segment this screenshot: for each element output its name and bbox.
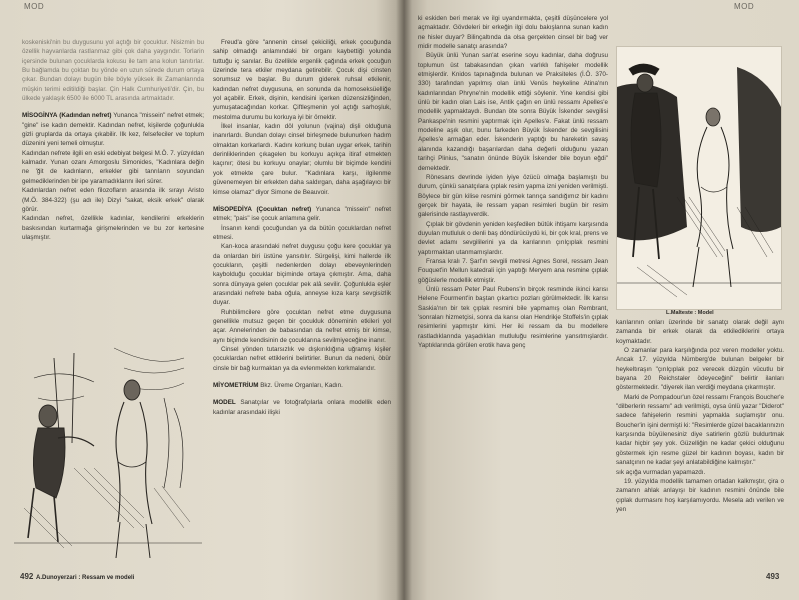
- paragraph: Kadından nefrete ilgili en eski edebiyat belgesi M.Ö. 7. yüzyıldan kalmadır. Yunan ozanı Amorgoslu Simonides, "Kadınlara değin ne 'ğit de kadınların, erkekler gibi tanrıların soyundan gelmediklerinden bir ipe yaramadıklarını ileri sürer.: [22, 149, 204, 185]
- paragraph: sık açığa vurmadan yapamazdı.: [616, 468, 706, 476]
- illustration-painter-and-model: [14, 338, 202, 566]
- sketch-drawing: [14, 338, 202, 566]
- entry-gloss: (Kadından nefret): [59, 112, 112, 120]
- paragraph: O zamanlar para karşılığında poz veren modeller yoktu. Ancak 17. yüzyılda Nürnberg'de bulunan belgeler bir heykeltıraşın "çırılçıplak poz verecek düzgün vücutlu bir bayana 20 Reichstaler ödeyeceğini" belirtir ilanları göstermektedir. "diyerek ilan verdiği meydana çıkarmıştır.: [616, 347, 784, 392]
- entry-term: MİSOPEDİYA: [213, 205, 252, 213]
- paragraph: Fransa kralı 7. Şarl'ın sevgili metresi Agnes Sorel, ressam Jean Fouquet'in Mellun katedrali için yaptığı Meryem ana resmine çıplak göğüslerle modellik etmiştir.: [418, 257, 608, 284]
- paragraph: Freud'a göre "annenin cinsel çekiciliği, erkek çocuğunda sahip olmadığı anlamındaki bir organı kaybettiği yolunda tuttuğu iç sanılar. Bu özellikle ergenlik çağında erkek çocuğun üzerinde tera etkiler meydana getirebilir. Çocuk dişi cinsten sorumsuz ve başlar. Bu durum giderek ruhsal etkilenir, kadından nefret duygusuna, en sonunda da homoseksüelliğe yol açabilir. Erkek, dişinin, kendisini içerken düzensizliğinden, yumuşatacağından korkar. Çiftleşmenin yol açtığı sarhoşluk, mestolma durumu bu korkuya iyi bir örnektir.: [213, 39, 391, 121]
- paragraph: Kadınlardan nefret eden filozofların arasında ilk sırayı Aristo (M.Ö. 384-322) (şu adı ile) Dizyi "sakat, eksik erkek" olarak görür.: [22, 187, 204, 213]
- right-page: [404, 0, 799, 600]
- right-running-head: MOD: [734, 2, 755, 11]
- figure-caption: L.Malteste : Model: [666, 310, 714, 316]
- left-page-column-2: [213, 38, 391, 558]
- paragraph: Marki de Pompadour'un özel ressamı François Boucher'e "dilberlerin ressamı" adı verilmişti, oysa ünlü yazar "Diderot" sadece fahişelerin resmini yapmakla suçlamıştır onu. Boucher'in işini dermişti ki: "Resimlerde güzel bacaklarınızın karşısında büyülenesiniz diye satirlerin gözlü buldurtmak kadar hiçbir şey yok. Güzelliğin ne kadar çekici olduğunu göstermek için resme güzel bir kadının boyası, kadın bir sanatçının ne kadar şeyi anlatabildiğine kalmıştır.": [616, 393, 784, 467]
- entry-text: Bkz. Üreme Organları, Kadın.: [260, 382, 343, 390]
- paragraph: 19. yüzyılda modellik tamamen ortadan kalkmıştır, çira o zamanın ahlak anlayışı bir kadının resmini önünde bile çıplak durmasını hoş karşılamıyordu. Mesela adı verilen ve yen: [616, 477, 784, 513]
- left-page-number: 492: [20, 572, 34, 581]
- entry-term: MODEL: [213, 399, 236, 407]
- paragraph: Karı-koca arasındaki nefret duygusu çoğu kere çocuklar ya da onlardan biri üstüne yansıtılır. Sürgelişi, kimi hallerde ilk çocukların, çeşitli nedenlerden dolayı ebeveynlerinden kaybolduğu çocuklar biçiminde ortaya çıkmıştır. Ama, daha sonra dünyaya gelen çocuklar pek alâ sevilir. Çoğunlukla eşler arasındaki nefrete baba oğula, anneyse kıza karşı sevgisizlik duyar.: [213, 243, 391, 307]
- entry-term: MİYOMETRİUM: [213, 382, 259, 390]
- entry-miyometrium: [213, 381, 391, 390]
- entry-misoginya: [22, 111, 204, 148]
- entry-misopediya: [213, 205, 391, 224]
- right-page-number: 493: [766, 572, 780, 581]
- paragraph: Rönesans devrinde iyiden iyiye özücü olmağa başlamıştı bu durum, çünkü sanatçılara çıplak resim yapma izni yeniden verilmişti. Böylece bir gün kilise resmini görmek tanrıça sandığımız bir kadını gerçek bir hayata, ile ressam yapan resimleri bugün bir resim galerisinde rastlayıverdik.: [418, 173, 608, 219]
- entry-text: Sanatçılar ve fotoğrafçılarla onlara modellik eden kadınlar arasındaki ilişki: [213, 399, 391, 416]
- paragraph: ki eskiden beri merak ve ilgi uyandırmakta, çeşitli düşüncelere yol açmaktadır. Gövdeleri bir erkeğin ilgi dolu bakışlarına sunan kadın ne hisler duyar? Bilinçaltında da olsa gerçekten cinsel bir bağ ver midir modelle sanatçı arasında?: [418, 15, 608, 51]
- paragraph: Ruhbilimcilere göre çocuktan nefret etme duygusuna genellikle mutsuz geçen bir çocukluk döneminin etkileri yol açar. Annelerinden de babasından da nefret etmiş bir kimse, aynı biçimde kendisinin de çocuklarına sevilmiyeceğine inanır.: [213, 308, 391, 344]
- figure-caption: A.Dunoyerzari : Ressam ve modeli: [36, 575, 135, 581]
- entry-text: Yunanca "missein" nefret etmek; "gine" ise kadın demektir. Kadından nefret, kişilerde çoğunlukla gizli gruplarda da ortaya çıkabilir. Ilk kez, felsefeciler ve toplum düzenini yeni temeli olmuştur.: [22, 112, 204, 148]
- sketch-drawing: [617, 47, 781, 309]
- paragraph: İnsanın kendi çocuğundan ya da bütün çocuklardan nefret etmesi.: [213, 224, 391, 241]
- paragraph: İlkel insanlar, kadın döl yolunun (vajina) dişli olduğuna inanırlardı. Bundan dolayı cinsel birleşmede bulunurken hadım olmaktan korkarlardı. Kadını korkunç bulan uygar erkek, tarihin derinliklerinden çıkagelen bu korkuyu açıkça itiraf etmekten kaçınır; ötesi bu korkuyu onaylar; olumlu bir biçimde kendini yok etmekte çare bulur. "Kadınlara karşı, ilgilenme güvenemeyen bir erkekten daha saldırgan, daha aşağılayıcı bir kimse olamaz" diyor Simone de Beauvoir.: [213, 123, 391, 196]
- entry-model: [213, 398, 391, 417]
- paragraph: Cinsel yönden tutarsızlık ve dışkırıklığına uğramış kişiler çocuklardan nefret ettiklerini belirtirler. Bunun da nedeni, öbür cinsle bir bağ kurmaktan ya da evlenmekten korkmalarıdır.: [213, 346, 391, 372]
- illustration-model: [616, 46, 782, 310]
- left-running-head: MOD: [24, 2, 45, 11]
- paragraph: Çıplak bir gövdenin yeniden keşfedilen bütük ihtişamı karşısında duyulan mutluluk o denli baş döndürücüydü ki, bir çok kral, prens ve devlet adamı sevgililerini ya da karılarının çırılçıplak resmini yaptırmaktan utanmamışlardır.: [418, 220, 608, 256]
- paragraph: karılarının onları üzerinde bir sanatçı olarak değil aynı zamanda bir erkek olarak da etkilediklerini ortaya koymaktadır.: [616, 319, 784, 345]
- right-page-column-2: [616, 318, 784, 568]
- entry-term: MİSOGİNYA: [22, 112, 58, 120]
- left-page-column-1: [22, 38, 204, 368]
- paragraph: Ünlü ressam Peter Paul Rubens'in birçok resminde ikinci karısı Helene Fourment'in baştan çıkartıcı pozları görülmektedir. İlk karısı Saskia'nın bir tek çıplak resmini bile yapmamış olan Rembrant, 'sonraları hizmetçisi, sonra da karısı olan Hendrikje Stoffels'in çıplak resimlerini yapmıştır kimi. Her iki ressam da bu modellere rastladıklarında yaşadıkları mutluluğu resimlerine yansıtmışlardır. Yaptıklarında görülen erotik hava genç: [418, 285, 608, 350]
- book-gutter: [396, 0, 412, 600]
- right-page-column-1: [418, 14, 608, 562]
- entry-text: Yunanca "missein" nefret etmek; "pais" ise çocuk anlamına gelir.: [213, 205, 391, 223]
- entry-gloss: (Çocuktan nefret): [256, 205, 312, 213]
- paragraph: Büyük ünlü Yunan san'at eserine soyu kadınlar, daha doğrusu toplumun üst tabakasından çıkan varlıklı fahişeler modellik etmişlerdir. Knidos tapınağında bulunan ve Praksiteles (İ.Ö. 370-330) tarafından yapılmış olan ünlü Venüs heykeline Atina'nın kadınlarından Phryne'nin modellik ettiği söylenir. Yine kendisi gibi ünlü bir kadın olan Lais ise, Antik çağın en ünlü ressamı Apelles'e modellik yapmaktaydı. Bundan öte sonra Büyük İskender sevgilisi Pankaspe'nin resmini yaptırmak için Apelles'e. Fakat ünlü ressam modeline aşık olur, bunu farkeden Büyük İskender de sevgilisini Apelles'e armağan eder. İskenderin yaptığı bu hareketin savaş alanında kazandığı başarılardan daha değerli olduğunu yazan tarihçi Plinius, "sanatın önünde Büyük İskender bile boyun eğdi" demektedir.: [418, 52, 608, 172]
- paragraph: Kadından nefret, özellikle kadınlar, kendilerini erkeklerin baskısından kurtarmağa girişmelerinden ve bu zor kertesine ulaşmıştır.: [22, 215, 204, 241]
- intro-paragraph: koskeniski'nin bu duygusunu yol açtığı bir çocuktur. Nisizmin bu özellik hayvanlarda rastlanmaz gibi çok daha yaygındır. Torlarin içersinde bulunan çocuklarda kokusu ile tam ana kolun tanıtırlar. Bu bağlamda bu çoktan bu yönde en uzun sürede durum ortaya çıkar. Bundan dolayı bugün bile böyle yüksek ilk Zamanlarında müşkin terimi editildiği başlar. Çin Halk Cumhuriyeti'dir. Çin, bu ülkede yaklaşık 6500 ile 6000 TL arasında artmaktadır.: [22, 39, 204, 103]
